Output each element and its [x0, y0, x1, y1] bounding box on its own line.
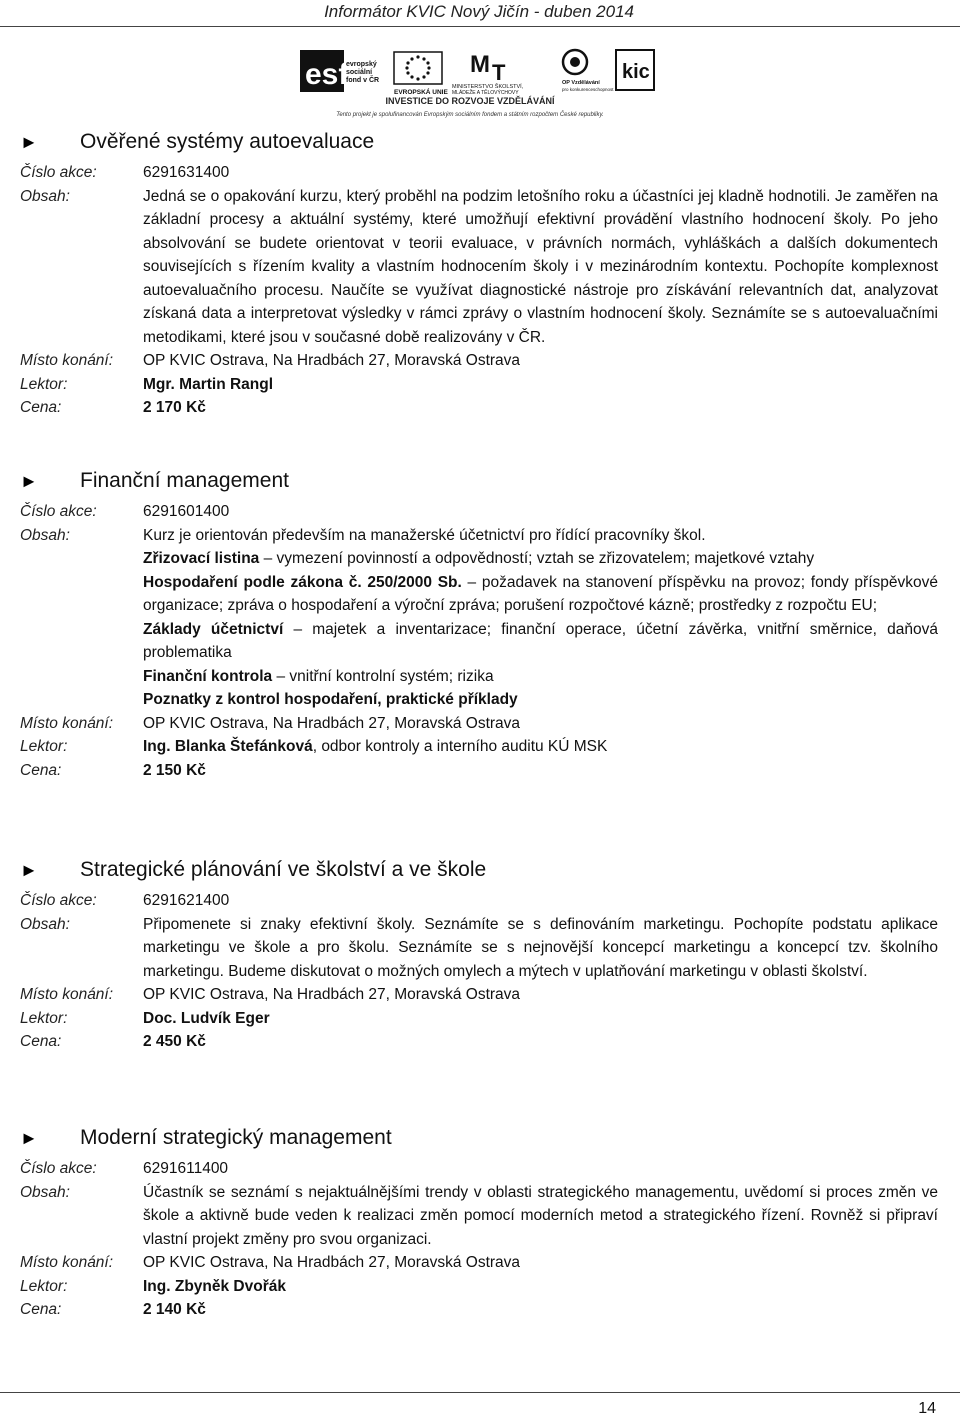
course-price-row — [20, 396, 938, 420]
esf-text-3: fond v ČR — [346, 77, 380, 84]
course-place: OP KVIC Ostrava, Na Hradbách 27, Moravská Ostrava — [143, 1254, 521, 1271]
course-content-row — [20, 185, 938, 350]
course-price-row — [20, 1030, 938, 1054]
course-price-row — [20, 1298, 938, 1322]
svg-text:esf: esf — [305, 58, 349, 91]
eu-flag-logo — [394, 52, 448, 96]
content-paragraph — [143, 688, 938, 712]
course-price-label: Cena: — [20, 761, 62, 779]
course-content-row — [20, 913, 938, 984]
text-run: – vymezení povinností a odpovědností; vztah se zřizovatelem; majetkové vztahy — [259, 550, 815, 567]
text-run: Jedná se o opakování kurzu, který proběhl na podzim letošního roku a účastníci jej kladně hodnotili. Je zaměřen na základní procesy a aktuální systémy, které umožňují efektivní provádění vlastního hodnocení školy. Po jeho absolvování se budete orientovat v teorii evaluace, v právních normách, vyhláškách a dalších dokumentech souvisejících s řízením kvality a vlastním hodnocením školy i v mezinárodním kontextu. Pochopíte komplexnost autoevaluačního procesu. Naučíte se využívat diagnostické nástroje pro získávání relevantních dat, analyzovat získaná data a interpretovat výsledky v rámci zprávy o vlastním hodnocení školy. Seznámíte se s autoevaluačními metodikami, které jsou v současné době realizovány v ČR. — [143, 187, 938, 346]
course-number: 6291621400 — [143, 892, 230, 909]
text-run: – vnitřní kontrolní systém; rizika — [272, 667, 494, 685]
course-number-row — [20, 161, 938, 185]
course-number-label: Číslo akce: — [20, 164, 97, 181]
svg-text:T: T — [492, 60, 506, 85]
logo-strip — [300, 44, 660, 124]
text-run: , odbor kontroly a interního auditu KÚ MSK — [312, 738, 608, 755]
course-lecturer-label: Lektor: — [20, 375, 68, 393]
msmt-text-1: MINISTERSTVO ŠKOLSTVÍ, — [452, 84, 524, 90]
course-lecturer-row — [20, 1007, 938, 1031]
course-content-row — [20, 524, 938, 712]
header-divider — [0, 26, 960, 27]
course-price: 2 140 Kč — [143, 1301, 206, 1318]
course-title: Ověřené systémy autoevaluace — [80, 130, 375, 153]
op-text-1: OP Vzdělávání — [562, 80, 600, 86]
msmt-text-2: MLÁDEŽE A TĚLOVÝCHOVY — [452, 90, 519, 96]
text-run: Kurz je orientován především na manažerské účetnictví pro řídící pracovníky škol. — [143, 526, 706, 544]
course-price-label: Cena: — [20, 1301, 62, 1318]
svg-text:kic: kic — [622, 61, 650, 83]
course-section — [20, 127, 938, 420]
course-place-row — [20, 712, 938, 736]
text-run: – požadavek na stanovení příspěvku na provoz; fondy příspěvkové organizace; zpráva o hospodaření a výroční zpráva; porušení rozpočtové kázně; prostředky z rozpočtu EU; — [143, 573, 939, 614]
text-run: Účastník se seznámí s nejaktuálnějšími trendy v oblasti strategického managementu, uvědomí si proces změn ve škole a aktivně bude veden k realizaci změn pomocí moderních metod a strategického řízení. Rovněž si připraví vlastní projekt změny pro svou organizaci. — [143, 1183, 938, 1248]
bold-text-run: Doc. Ludvík Eger — [143, 1009, 270, 1027]
course-lecturer-label: Lektor: — [20, 1277, 68, 1295]
msmt-logo — [452, 51, 524, 96]
text-run: Připomenete si znaky efektivní školy. Seznámíte se s definováním marketingu. Pochopíte podstatu aplikace marketingu ve škole a pro školu. Seznámíte se s nejnovější koncepcí marketingu a koncepcí tzv. školního marketingu. Budeme diskutovat o možných omylech a mýtech v uplatňování marketingu v oblasti školství. — [143, 915, 938, 980]
course-title: Strategické plánování ve školství a ve škole — [80, 858, 487, 881]
content-paragraph — [143, 547, 938, 571]
course-lecturer-row — [20, 1275, 938, 1299]
course-section — [20, 466, 938, 782]
bullet-arrow-icon: ► — [20, 470, 38, 491]
content-paragraph — [143, 571, 938, 618]
course-number-row — [20, 889, 938, 913]
course-number-row — [20, 1157, 938, 1181]
course-place: OP KVIC Ostrava, Na Hradbách 27, Moravská Ostrava — [143, 714, 521, 732]
course-number: 6291611400 — [143, 1160, 229, 1177]
bold-text-run: Ing. Zbyněk Dvořák — [143, 1277, 286, 1295]
course-place-label: Místo konání: — [20, 352, 114, 369]
course-number-row — [20, 500, 938, 524]
footer-divider — [0, 1392, 960, 1393]
investment-caption: INVESTICE DO ROZVOJE VZDĚLÁVÁNÍ — [385, 96, 555, 106]
course-lecturer — [143, 1007, 938, 1031]
svg-text:M: M — [470, 51, 490, 78]
course-number-label: Číslo akce: — [20, 892, 97, 909]
course-content-row — [20, 1181, 938, 1252]
esf-text-2: sociální — [346, 69, 373, 76]
content-paragraph — [143, 913, 938, 984]
course-place-label: Místo konání: — [20, 1254, 114, 1271]
course-content-label: Obsah: — [20, 187, 70, 205]
bold-text-run: Ing. Blanka Štefánková — [143, 738, 313, 755]
eu-label: EVROPSKÁ UNIE — [394, 89, 448, 96]
course-content — [143, 524, 938, 712]
course-title: Moderní strategický management — [80, 1126, 392, 1149]
course-heading — [20, 127, 938, 157]
course-heading — [20, 466, 938, 496]
course-lecturer — [143, 373, 938, 397]
course-number: 6291631400 — [143, 164, 230, 181]
course-content-label: Obsah: — [20, 1183, 70, 1201]
course-content-label: Obsah: — [20, 915, 70, 933]
course-number: 6291601400 — [143, 503, 230, 520]
bold-text-run: Finanční kontrola — [143, 667, 273, 685]
bold-text-run: Zřizovací listina — [143, 550, 260, 567]
op-text-2: pro konkurenceschopnost — [562, 87, 614, 92]
course-lecturer — [143, 735, 938, 759]
bold-text-run: Základy účetnictví — [143, 620, 284, 638]
course-number-label: Číslo akce: — [20, 503, 97, 520]
course-lecturer-row — [20, 373, 938, 397]
course-price-row — [20, 759, 938, 783]
course-content — [143, 913, 938, 984]
course-lecturer-label: Lektor: — [20, 1009, 68, 1027]
content-paragraph — [143, 185, 938, 350]
course-place: OP KVIC Ostrava, Na Hradbách 27, Moravská Ostrava — [143, 352, 521, 369]
header-title: Informátor KVIC Nový Jičín - duben 2014 — [324, 2, 634, 21]
esf-logo — [300, 50, 379, 92]
course-price: 2 450 Kč — [143, 1033, 206, 1050]
content-paragraph — [143, 1181, 938, 1252]
course-content — [143, 185, 938, 350]
funding-logos — [300, 44, 660, 96]
course-lecturer-row — [20, 735, 938, 759]
course-place-row — [20, 983, 938, 1007]
bullet-arrow-icon: ► — [20, 1127, 38, 1148]
course-title: Finanční management — [80, 469, 289, 492]
course-price: 2 170 Kč — [143, 399, 206, 416]
esf-text-1: evropský — [346, 61, 377, 68]
content-paragraph — [143, 524, 938, 548]
bold-text-run: Poznatky z kontrol hospodaření, praktické příklady — [143, 691, 518, 708]
course-place: OP KVIC Ostrava, Na Hradbách 27, Moravská Ostrava — [143, 986, 521, 1003]
course-price-label: Cena: — [20, 399, 62, 416]
course-place-row — [20, 1251, 938, 1275]
course-place-label: Místo konání: — [20, 714, 114, 732]
course-place-row — [20, 349, 938, 373]
bold-text-run: Hospodaření podle zákona č. 250/2000 Sb. — [143, 573, 462, 591]
bold-text-run: Mgr. Martin Rangl — [143, 375, 274, 393]
text-run: – majetek a inventarizace; finanční operace, účetní závěrka, vnitřní směrnice, daňová problematika — [143, 620, 938, 661]
course-price: 2 150 Kč — [143, 761, 206, 779]
course-section — [20, 1123, 938, 1322]
op-vk-logo — [562, 50, 614, 92]
course-price-label: Cena: — [20, 1033, 62, 1050]
course-content — [143, 1181, 938, 1252]
content-paragraph — [143, 665, 938, 689]
cofinancing-note: Tento projekt je spolufinancován Evropským sociálním fondem a státním rozpočtem České republiky. — [336, 112, 604, 118]
course-section — [20, 855, 938, 1054]
kvic-logo — [616, 50, 654, 90]
course-heading — [20, 855, 938, 885]
bullet-arrow-icon: ► — [20, 859, 38, 880]
content-paragraph — [143, 618, 938, 665]
course-content-label: Obsah: — [20, 526, 70, 544]
course-number-label: Číslo akce: — [20, 1160, 97, 1177]
bullet-arrow-icon: ► — [20, 131, 38, 152]
course-lecturer — [143, 1275, 938, 1299]
course-place-label: Místo konání: — [20, 986, 114, 1003]
course-lecturer-label: Lektor: — [20, 738, 68, 755]
course-heading — [20, 1123, 938, 1153]
page-number: 14 — [918, 1400, 936, 1417]
